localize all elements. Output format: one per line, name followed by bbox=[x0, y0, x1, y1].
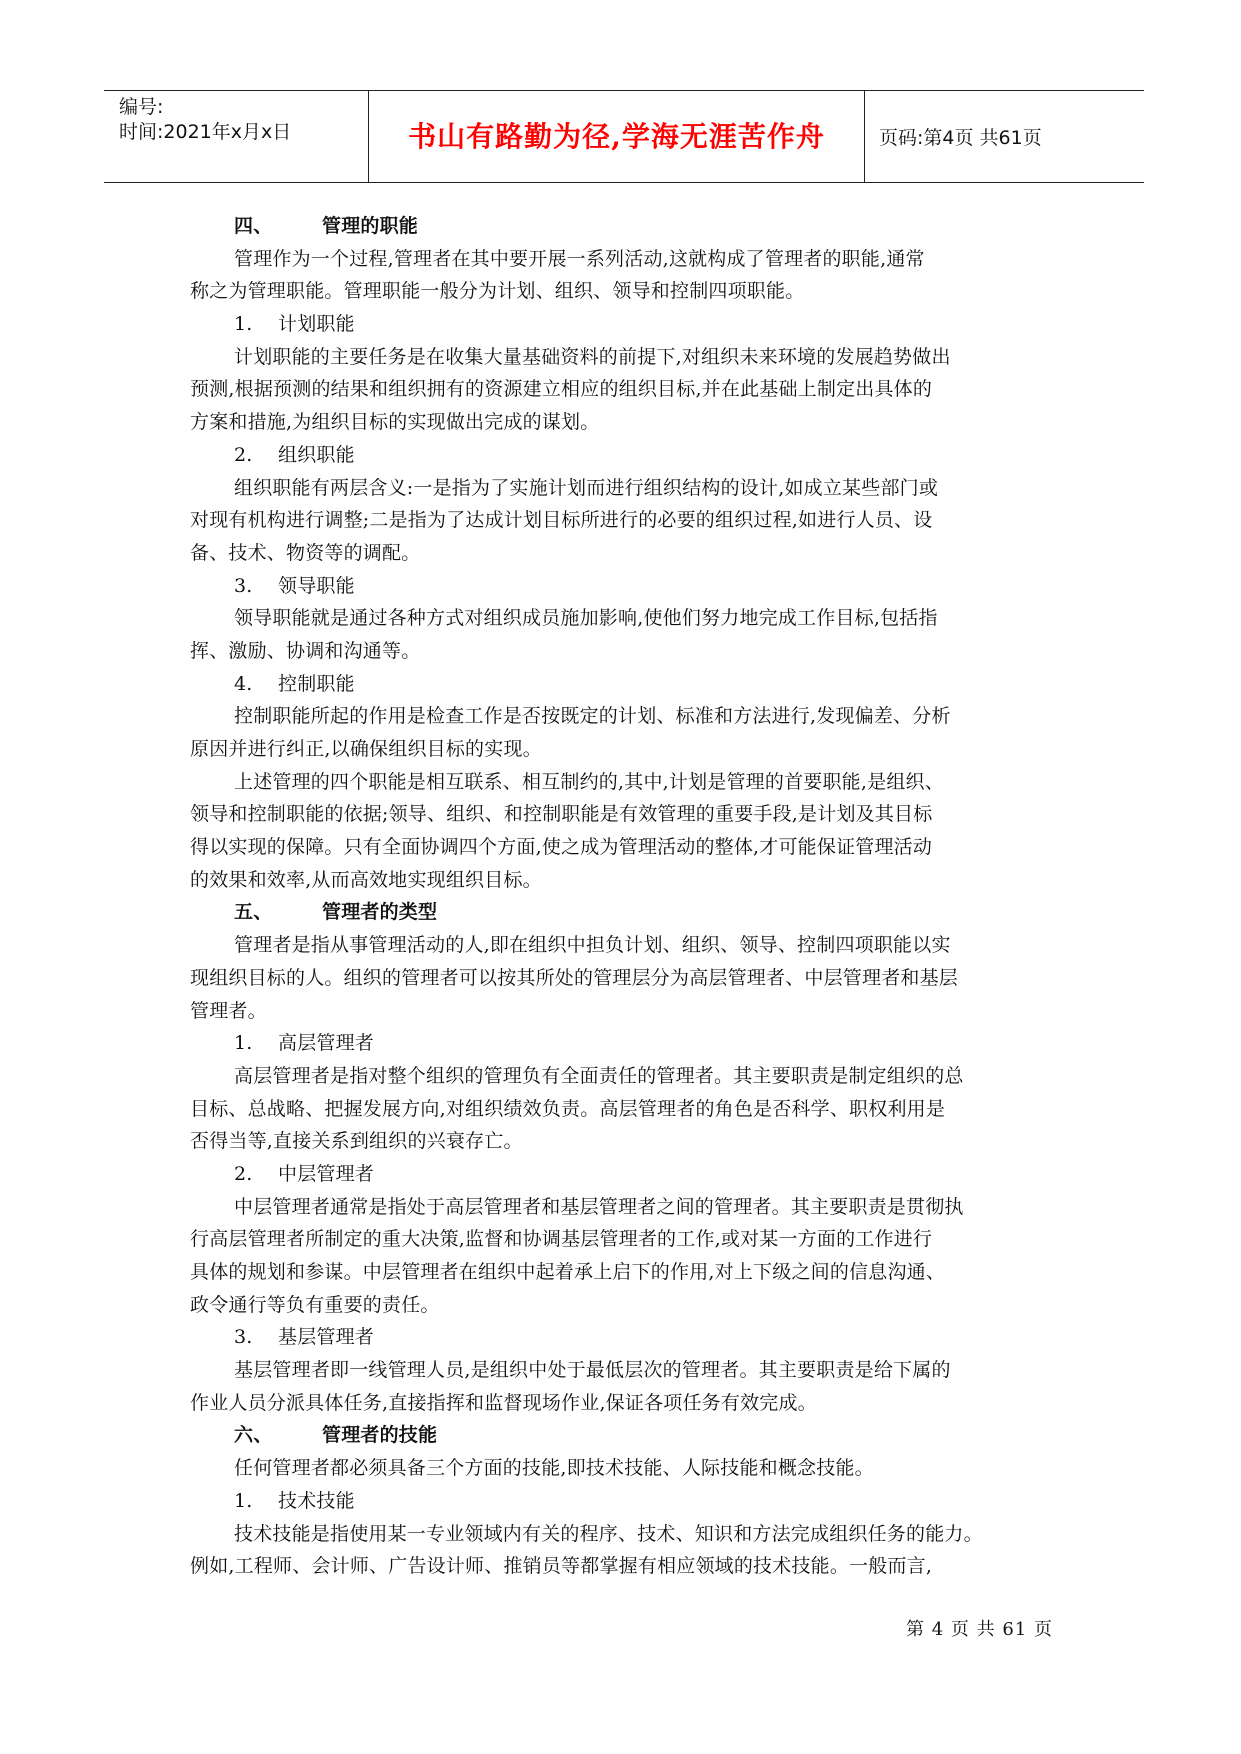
heading-text: 管理的职能 bbox=[322, 215, 419, 237]
heading-text: 基层管理者 bbox=[278, 1326, 375, 1349]
heading-text: 控制职能 bbox=[278, 672, 355, 695]
subsection-heading bbox=[190, 1027, 1060, 1060]
paragraph-line: 行高层管理者所制定的重大决策,监督和协调基层管理者的工作,或对某一方面的工作进行 bbox=[190, 1228, 933, 1251]
subsection-heading bbox=[190, 1485, 1060, 1518]
subsection-heading bbox=[190, 439, 1060, 472]
paragraph-line: 高层管理者是指对整个组织的管理负有全面责任的管理者。其主要职责是制定组织的总 bbox=[234, 1064, 964, 1087]
heading-text: 管理者的类型 bbox=[322, 901, 438, 924]
document-body bbox=[190, 210, 1060, 1583]
header-left-cell bbox=[104, 91, 369, 182]
paragraph-line: 控制职能所起的作用是检查工作是否按既定的计划、标准和方法进行,发现偏差、分析 bbox=[234, 705, 951, 728]
heading-number: 1. bbox=[234, 1489, 253, 1512]
paragraph-line: 中层管理者通常是指处于高层管理者和基层管理者之间的管理者。其主要职责是贯彻执 bbox=[234, 1195, 964, 1218]
paragraph-line: 原因并进行纠正,以确保组织目标的实现。 bbox=[190, 738, 542, 760]
heading-text: 管理者的技能 bbox=[322, 1424, 438, 1447]
paragraph-line: 预测,根据预测的结果和组织拥有的资源建立相应的组织目标,并在此基础上制定出具体的 bbox=[190, 378, 933, 401]
paragraph-line: 称之为管理职能。管理职能一般分为计划、组织、领导和控制四项职能。 bbox=[190, 280, 805, 303]
header-middle-cell bbox=[369, 91, 865, 182]
paragraph-line: 任何管理者都必须具备三个方面的技能,即技术技能、人际技能和概念技能。 bbox=[234, 1457, 874, 1480]
heading-text: 高层管理者 bbox=[278, 1032, 375, 1055]
section-heading bbox=[190, 1419, 1060, 1452]
time-label: 时间:2021年x月x日 bbox=[119, 121, 292, 143]
paragraph-line: 计划职能的主要任务是在收集大量基础资料的前提下,对组织未来环境的发展趋势做出 bbox=[234, 345, 951, 368]
heading-number: 六、 bbox=[234, 1424, 273, 1447]
heading-text: 计划职能 bbox=[278, 313, 355, 336]
paragraph-line: 现组织目标的人。组织的管理者可以按其所处的管理层分为高层管理者、中层管理者和基层 bbox=[190, 966, 959, 989]
heading-number: 3. bbox=[234, 574, 253, 597]
paragraph-line: 技术技能是指使用某一专业领域内有关的程序、技术、知识和方法完成组织任务的能力。 bbox=[234, 1522, 983, 1545]
section-heading bbox=[190, 896, 1060, 929]
paragraph-line: 领导职能就是通过各种方式对组织成员施加影响,使他们努力地完成工作目标,包括指 bbox=[234, 607, 938, 630]
subsection-heading bbox=[190, 308, 1060, 341]
heading-number: 4. bbox=[234, 672, 253, 695]
page-header bbox=[104, 90, 1144, 183]
heading-number: 2. bbox=[234, 443, 253, 466]
paragraph-line: 方案和措施,为组织目标的实现做出完成的谋划。 bbox=[190, 411, 600, 434]
paragraph-line: 管理作为一个过程,管理者在其中要开展一系列活动,这就构成了管理者的职能,通常 bbox=[234, 247, 925, 270]
page-footer: 第 4 页 共 61 页 bbox=[906, 1619, 1053, 1640]
heading-text: 中层管理者 bbox=[278, 1162, 375, 1185]
paragraph-line: 作业人员分派具体任务,直接指挥和监督现场作业,保证各项任务有效完成。 bbox=[190, 1391, 817, 1414]
heading-number: 五、 bbox=[234, 901, 273, 924]
serial-label: 编号: bbox=[119, 96, 164, 118]
paragraph-line: 管理者。 bbox=[190, 999, 267, 1022]
paragraph-line: 管理者是指从事管理活动的人,即在组织中担负计划、组织、领导、控制四项职能以实 bbox=[234, 934, 951, 957]
subsection-heading bbox=[190, 668, 1060, 701]
paragraph-line: 否得当等,直接关系到组织的兴衰存亡。 bbox=[190, 1130, 523, 1153]
heading-text: 技术技能 bbox=[278, 1489, 355, 1512]
subsection-heading bbox=[190, 1158, 1060, 1191]
paragraph-line: 挥、激励、协调和沟通等。 bbox=[190, 639, 421, 662]
paragraph-line: 的效果和效率,从而高效地实现组织目标。 bbox=[190, 868, 542, 891]
paragraph-line: 领导和控制职能的依据;领导、组织、和控制职能是有效管理的重要手段,是计划及其目标 bbox=[190, 803, 933, 826]
heading-number: 2. bbox=[234, 1162, 253, 1185]
paragraph-line: 组织职能有两层含义:一是指为了实施计划而进行组织结构的设计,如成立某些部门或 bbox=[234, 476, 939, 499]
page-code: 页码:第4页 共61页 bbox=[879, 127, 1042, 149]
subsection-heading bbox=[190, 570, 1060, 603]
heading-text: 领导职能 bbox=[278, 574, 355, 597]
paragraph-line: 具体的规划和参谋。中层管理者在组织中起着承上启下的作用,对上下级之间的信息沟通、 bbox=[190, 1261, 946, 1283]
paragraph-line: 备、技术、物资等的调配。 bbox=[190, 541, 421, 564]
subsection-heading bbox=[190, 1321, 1060, 1354]
paragraph-line: 目标、总战略、把握发展方向,对组织绩效负责。高层管理者的角色是否科学、职权利用是 bbox=[190, 1097, 946, 1120]
heading-number: 1. bbox=[234, 1032, 253, 1055]
paragraph-line: 得以实现的保障。只有全面协调四个方面,使之成为管理活动的整体,才可能保证管理活动 bbox=[190, 836, 933, 859]
paragraph-line: 对现有机构进行调整;二是指为了达成计划目标所进行的必要的组织过程,如进行人员、设 bbox=[190, 509, 933, 532]
paragraph-line: 政令通行等负有重要的责任。 bbox=[190, 1293, 440, 1316]
motto-text: 书山有路勤为径,学海无涯苦作舟 bbox=[408, 119, 825, 153]
paragraph-line: 例如,工程师、会计师、广告设计师、推销员等都掌握有相应领域的技术技能。一般而言, bbox=[190, 1555, 933, 1578]
heading-number: 四、 bbox=[234, 215, 273, 237]
heading-text: 组织职能 bbox=[278, 443, 355, 466]
heading-number: 3. bbox=[234, 1326, 253, 1349]
heading-number: 1. bbox=[234, 313, 253, 336]
paragraph-line: 基层管理者即一线管理人员,是组织中处于最低层次的管理者。其主要职责是给下属的 bbox=[234, 1359, 951, 1382]
paragraph-line: 上述管理的四个职能是相互联系、相互制约的,其中,计划是管理的首要职能,是组织、 bbox=[234, 770, 944, 793]
header-right-cell bbox=[865, 91, 1144, 182]
section-heading bbox=[190, 210, 1060, 243]
